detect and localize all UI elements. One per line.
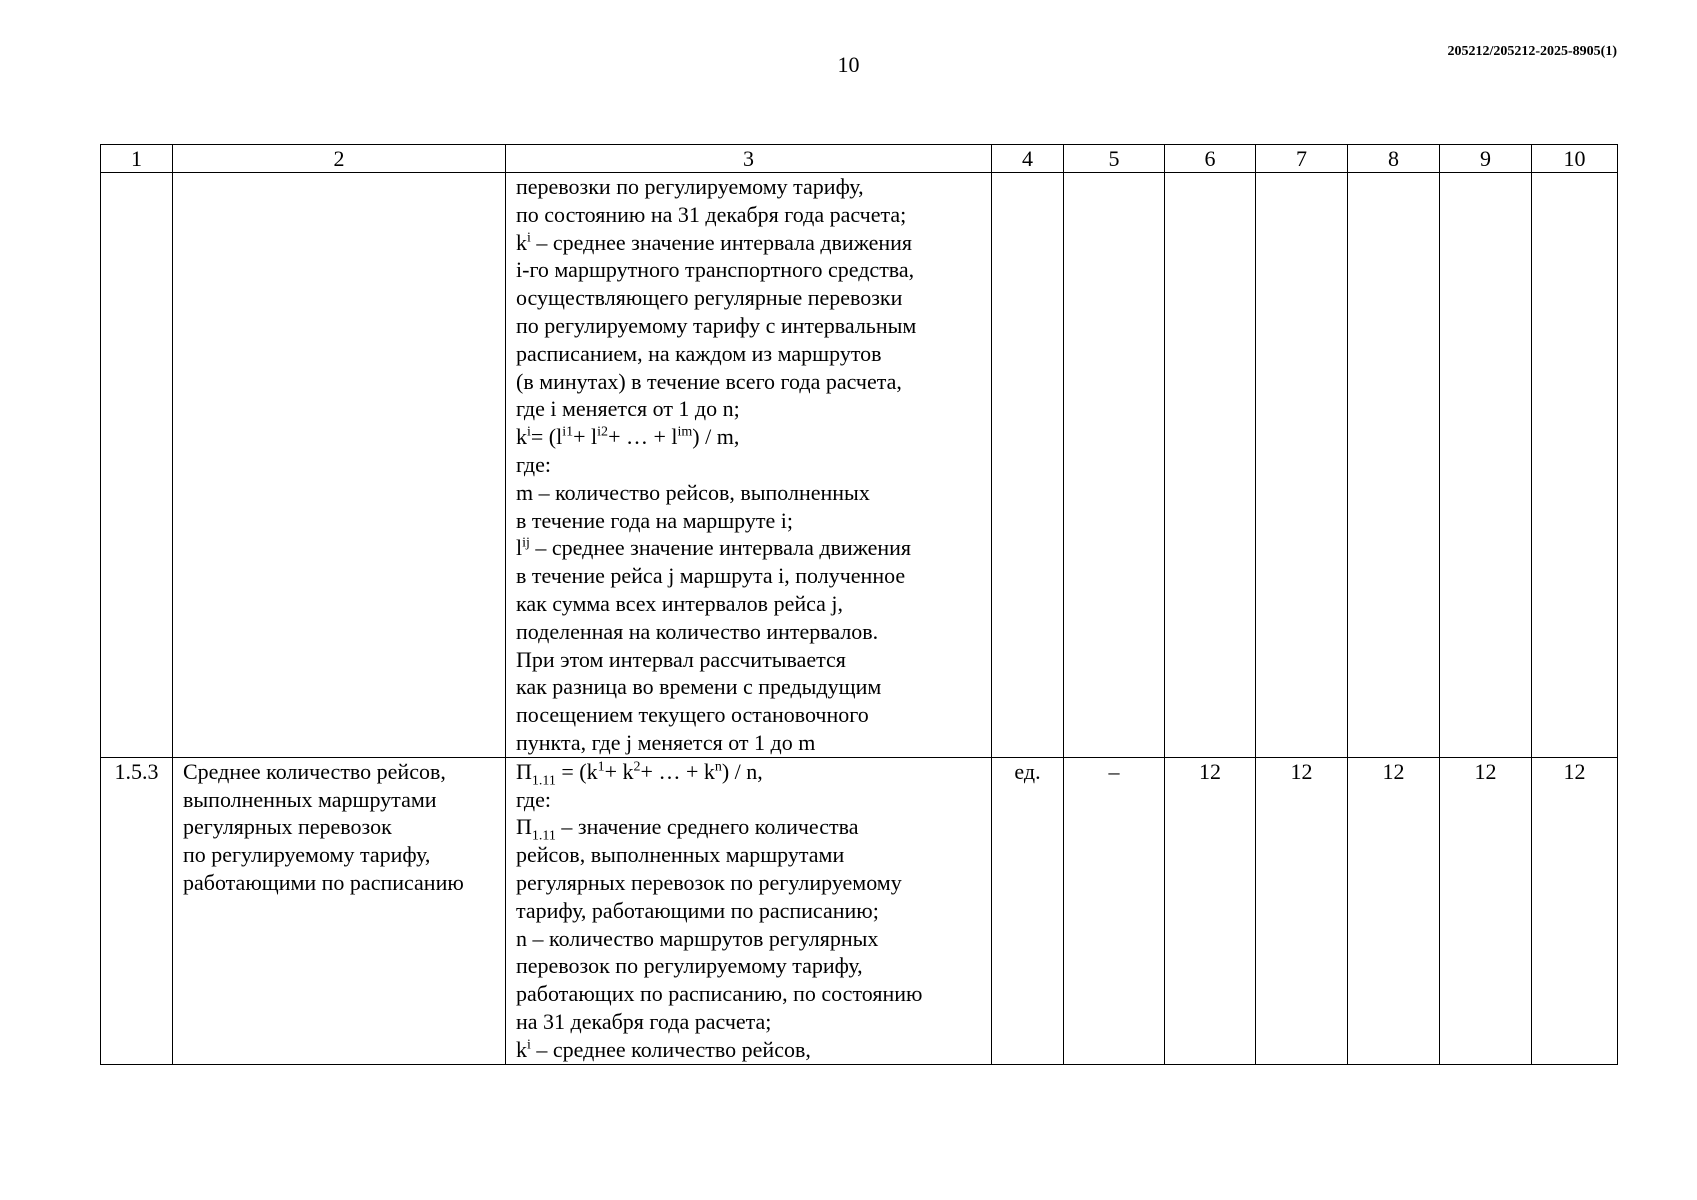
value-cell: 12 [1440, 757, 1532, 1064]
row-number-cell [101, 173, 173, 758]
unit-cell: ед. [992, 757, 1064, 1064]
column-header-2: 2 [173, 145, 506, 173]
indicator-name-cell [173, 173, 506, 758]
indicator-name-cell: Среднее количество рейсов, выполненных маршрутами регулярных перевозок по регулируемому тарифу, работающими по расписанию [173, 757, 506, 1064]
value-cell: 12 [1532, 757, 1618, 1064]
value-cell [1348, 173, 1440, 758]
value-cell: 12 [1165, 757, 1256, 1064]
value-cell [1256, 173, 1348, 758]
indicators-table [100, 144, 1618, 1065]
column-header-4: 4 [992, 145, 1064, 173]
value-cell [1064, 173, 1165, 758]
column-header-10: 10 [1532, 145, 1618, 173]
formula-cell: перевозки по регулируемому тарифу, по состоянию на 31 декабря года расчета; $k^i$ – среднее значение интервала движения i-го маршрутного транспортного средства, осуществляющего регулярные перевозки по регулируемому тарифу с интервальным расписанием, на каждом из маршрутов (в минутах) в течение всего года расчета, где i меняется от 1 до n; $k^i= (l^{i1}+ l^{i2}+$ … + $l^{im}$) / m, где: m – количество рейсов, выполненных в течение года на маршруте i; $l^{ij}$ – среднее значение интервала движения в течение рейса j маршрута i, полученное как сумма всех интервалов рейса j, поделенная на количество интервалов. При этом интервал рассчитывается как разница во времени с предыдущим посещением текущего остановочного пункта, где j меняется от 1 до m [506, 173, 992, 758]
table-row [101, 173, 1618, 758]
formula-cell: $П_{1.11} = (k^1+ k^2+$ … + $k^n$) / n, где: $П_{1.11}$ – значение среднего количества рейсов, выполненных маршрутами регулярных перевозок по регулируемому тарифу, работающими по расписанию; n – количество маршрутов регулярных перевозок по регулируемому тарифу, работающих по расписанию, по состоянию на 31 декабря года расчета; $k^i$ – среднее количество рейсов, [506, 757, 992, 1064]
value-cell: 12 [1256, 757, 1348, 1064]
column-header-5: 5 [1064, 145, 1165, 173]
column-header-9: 9 [1440, 145, 1532, 173]
formula-line: $П_{1.11} = (k^1+ k^2+$ … + $k^n$) / n, [516, 758, 763, 789]
column-header-8: 8 [1348, 145, 1440, 173]
column-number-row [101, 145, 1618, 173]
value-cell [1532, 173, 1618, 758]
column-header-3: 3 [506, 145, 992, 173]
column-header-7: 7 [1256, 145, 1348, 173]
column-header-1: 1 [101, 145, 173, 173]
table-row [101, 757, 1618, 1064]
formula-line: $k^i= (l^{i1}+ l^{i2}+$ … + $l^{im}$) / m, [516, 424, 740, 450]
value-cell [1440, 173, 1532, 758]
page-number: 10 [837, 52, 860, 77]
value-cell: – [1064, 757, 1165, 1064]
value-cell: 12 [1348, 757, 1440, 1064]
row-number-cell: 1.5.3 [101, 757, 173, 1064]
column-header-6: 6 [1165, 145, 1256, 173]
document-id: 205212/205212-2025-8905(1) [1447, 44, 1617, 59]
unit-cell [992, 173, 1064, 758]
value-cell [1165, 173, 1256, 758]
